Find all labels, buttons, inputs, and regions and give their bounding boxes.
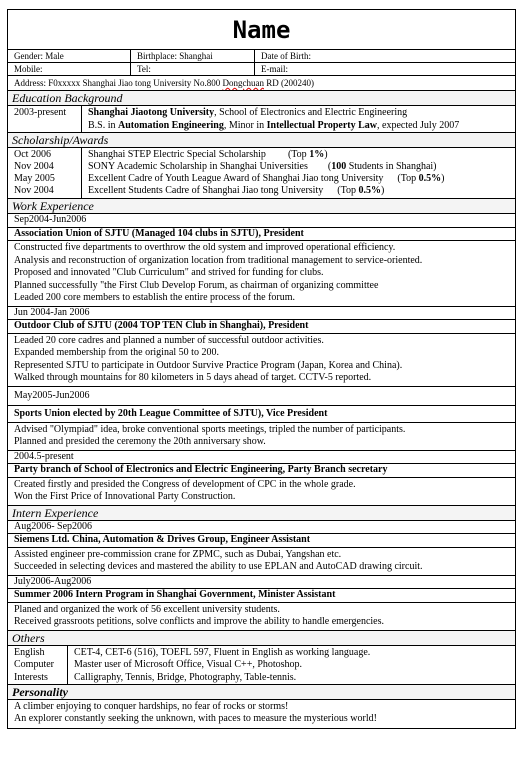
work-line: Advised "Olympiad" idea, broke conventional sports meetings, tripled the number of participants.	[14, 423, 406, 435]
scholarship-rank: (Top 1%)	[287, 149, 328, 160]
degree-suffix: , expected July 2007	[377, 119, 460, 131]
work-line: Constructed five departments to overthrow the old system and improved operational efficiency.	[14, 242, 396, 253]
work-role: Party branch of School of Electronics and Electric Engineering, Party Branch secretary	[8, 464, 515, 478]
education-entry	[8, 106, 515, 133]
work-details	[8, 241, 515, 307]
work-role: Sports Union elected by 20th League Committee of SJTU), Vice President	[8, 406, 515, 423]
education-line-1	[88, 107, 515, 120]
others-value: CET-4, CET-6 (516), TOEFL 597, Fluent in English as working language.	[74, 646, 371, 658]
work-date: Jun 2004-Jan 2006	[8, 307, 515, 321]
scholarship-item	[88, 149, 515, 161]
work-line: Proposed and innovated "Club Curriculum" and strived for funding for clubs.	[14, 267, 324, 278]
address-prefix: Address: F0xxxxx Shanghai Jiao tong University No.800	[14, 78, 223, 88]
scholarship-item	[88, 185, 515, 197]
school-name: Shanghai Jiaotong University	[88, 107, 215, 118]
intern-line: Assisted engineer pre-commission crane for ZPMC, such as Dubai, Yangshan etc.	[14, 548, 342, 560]
section-heading-work: Work Experience	[8, 199, 515, 214]
others-block	[8, 646, 515, 685]
tel-field: Tel:	[131, 63, 255, 75]
scholarship-rank: (100 Students in Shanghai)	[327, 161, 437, 172]
section-heading-education: Education Background	[8, 91, 515, 106]
work-line: Analysis and reconstruction of organization location from traditional management to service-oriented.	[14, 254, 423, 266]
intern-role: Summer 2006 Intern Program in Shanghai Government, Minister Assistant	[8, 589, 515, 603]
intern-line: Succeeded in selecting devices and mastered the ability to use EPLAN and AutoCAD drawing circuit.	[14, 561, 423, 572]
work-date: Sep2004-Jun2006	[8, 214, 515, 228]
scholarship-date: Nov 2004	[14, 185, 54, 196]
intern-details	[8, 548, 515, 576]
section-heading-others: Others	[8, 631, 515, 646]
scholarship-item	[88, 173, 515, 185]
scholarship-name: Excellent Cadre of Youth League Award of Shanghai Jiao tong University	[88, 173, 384, 184]
work-line: Planned successfully "the First Club Develop Forum, as chairman of organizing committee	[14, 279, 379, 291]
work-role: Association Union of SJTU (Managed 104 clubs in SJTU), President	[8, 228, 515, 242]
work-role: Outdoor Club of SJTU (2004 TOP TEN Club in Shanghai), President	[8, 320, 515, 334]
scholarship-block	[8, 148, 515, 199]
work-line: Created firstly and presided the Congress of development of CPC in the whole grade.	[14, 478, 356, 490]
scholarship-date: Oct 2006	[14, 149, 51, 160]
scholarship-dates	[8, 148, 82, 198]
education-period: 2003-present	[8, 106, 82, 132]
school-rest: , School of Electronics and Electric Engineering	[214, 107, 408, 118]
others-label: Interests	[14, 671, 48, 683]
email-field: E-mail:	[261, 64, 288, 74]
address-field	[8, 76, 515, 91]
minor: Intellectual Property Law	[266, 119, 377, 131]
intern-line: Planed and organized the work of 56 excellent university students.	[14, 603, 280, 615]
resume	[7, 9, 516, 729]
scholarship-item	[88, 161, 515, 173]
intern-details	[8, 603, 515, 631]
work-line: Expanded membership from the original 50 to 200.	[14, 347, 219, 358]
personality-line: A climber enjoying to conquer hardships, no fear of rocks or storms!	[14, 700, 289, 712]
degree-prefix: B.S. in	[88, 119, 119, 131]
scholarship-date: Nov 2004	[14, 161, 54, 172]
info-row-2	[8, 63, 515, 76]
section-heading-scholarship: Scholarship/Awards	[8, 133, 515, 148]
personality-details	[8, 700, 515, 728]
others-value: Calligraphy, Tennis, Bridge, Photography, Table-tennis.	[74, 671, 297, 683]
others-label: English	[14, 646, 45, 658]
work-date: 2004.5-present	[8, 451, 515, 465]
work-line: Walked through mountains for 80 kilometers in 5 days ahead of target. CCTV-5 reported.	[14, 372, 372, 383]
scholarship-rank: (Top 0.5%)	[397, 173, 445, 184]
work-line: Planned and presided the ceremony the 20th anniversary show.	[14, 436, 266, 447]
info-row-1	[8, 50, 515, 63]
others-values	[68, 646, 515, 684]
education-detail	[82, 106, 515, 132]
intern-line: Received grassroots petitions, solve conflicts and improve the ability to handle emergencies.	[14, 616, 384, 627]
intern-date: July2006-Aug2006	[8, 576, 515, 590]
work-details	[8, 334, 515, 387]
work-date: May2005-Jun2006	[8, 387, 515, 406]
work-line: Leaded 200 core members to establish the entire process of the forum.	[14, 292, 296, 303]
address-suffix: RD (200240)	[264, 78, 314, 88]
scholarship-name: Shanghai STEP Electric Special Scholarship	[88, 149, 266, 160]
gender-field: Gender: Male	[8, 50, 131, 62]
scholarship-name: Excellent Students Cadre of Shanghai Jiao tong University	[88, 185, 324, 196]
name-heading: Name	[8, 10, 515, 50]
work-details	[8, 478, 515, 506]
others-labels	[8, 646, 68, 684]
personality-line: An explorer constantly seeking the unknown, with paces to measure the mysterious world!	[14, 713, 377, 724]
education-line-2	[88, 120, 515, 133]
scholarship-name: SONY Academic Scholarship in Shanghai Universities	[88, 161, 308, 172]
work-line: Won the First Price of Innovational Party Construction.	[14, 491, 236, 502]
scholarship-date: May 2005	[14, 173, 55, 184]
minor-prefix: , Minor in	[223, 119, 267, 131]
work-line: Represented SJTU to participate in Outdoor Survive Practice Program (Japan, Korea and China).	[14, 359, 403, 371]
intern-role: Siemens Ltd. China, Automation & Drives Group, Engineer Assistant	[8, 534, 515, 548]
work-details	[8, 423, 515, 451]
intern-date: Aug2006- Sep2006	[8, 521, 515, 535]
birthplace-field: Birthplace: Shanghai	[131, 50, 255, 62]
dob-field: Date of Birth:	[261, 51, 311, 61]
mobile-field: Mobile:	[8, 63, 131, 75]
scholarship-list	[82, 148, 515, 198]
work-line: Leaded 20 core cadres and planned a number of successful outdoor activities.	[14, 334, 324, 346]
address-road: Dongchuan	[222, 78, 264, 88]
major: Automation Engineering	[118, 119, 224, 131]
others-label: Computer	[14, 659, 54, 670]
section-heading-personality: Personality	[8, 685, 515, 700]
section-heading-intern: Intern Experience	[8, 506, 515, 521]
others-value: Master user of Microsoft Office, Visual C++, Photoshop.	[74, 659, 303, 670]
scholarship-rank: (Top 0.5%)	[337, 185, 385, 196]
